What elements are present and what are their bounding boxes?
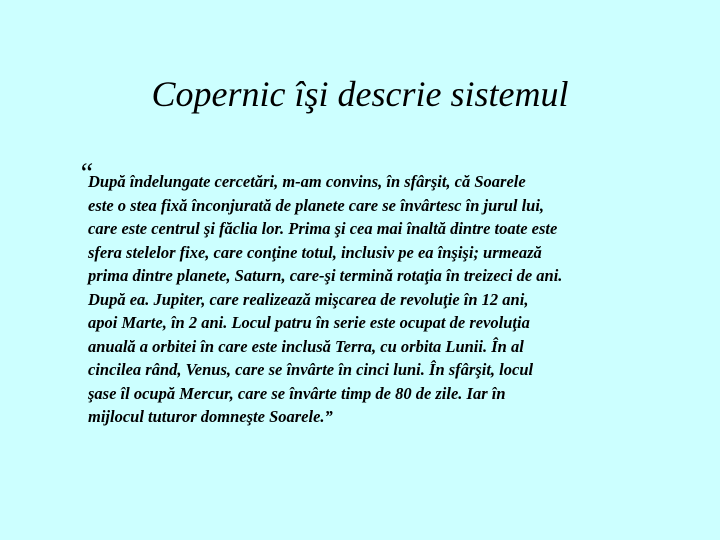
quote-line: este o stea fixă înconjurată de planete care se învârtesc în jurul lui, [88,195,545,215]
quote-line: prima dintre planete, Saturn, care-şi termină rotaţia în treizeci de ani. [88,266,563,285]
quote-line: care este centrul şi făclia lor. Prima şi cea mai înaltă dintre toate este [88,219,558,238]
quote-text [88,170,678,429]
quote-line: După îndelungate cercetări, m-am convins, în sfârşit, că Soarele [88,172,526,191]
slide-title: Copernic îşi descrie sistemul [151,74,569,114]
quote-line: apoi Marte, în 2 ani. Locul patru în serie este ocupat de revoluţia [88,313,530,332]
opening-quote-mark: “ [78,158,94,189]
quote-line: şase îl ocupă Mercur, care se învârte timp de 80 de zile. Iar în [88,383,506,403]
quote-line: mijlocul tuturor domneşte Soarele.” [88,407,333,426]
quote-line: anuală a orbitei în care este inclusă Terra, cu orbita Lunii. În al [88,336,524,356]
quote-line: cincilea rând, Venus, care se învârte în cinci luni. În sfârşit, locul [88,360,534,379]
quote-line: sfera stelelor fixe, care conţine totul, inclusiv pe ea înşişi; urmează [88,242,542,262]
quote-line: După ea. Jupiter, care realizează mişcarea de revoluţie în 12 ani, [88,289,529,309]
